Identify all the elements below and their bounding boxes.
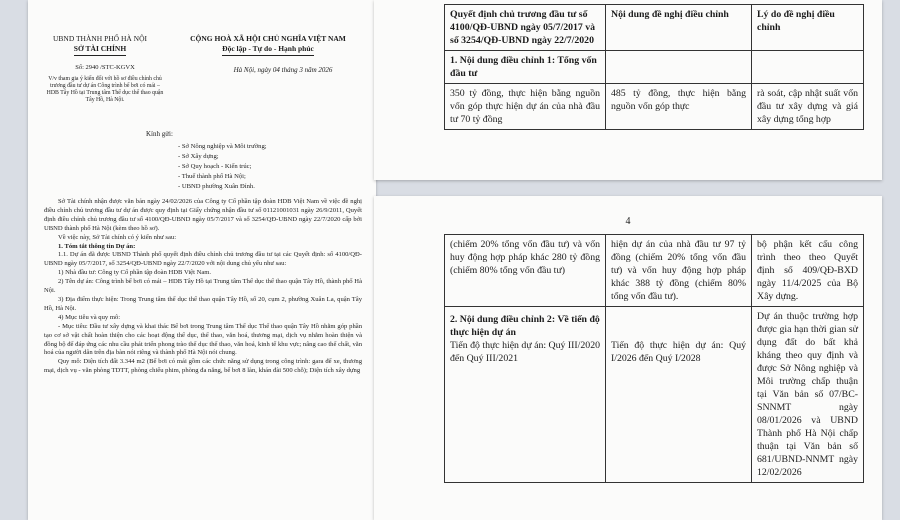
paragraph: 3) Địa điểm thực hiện: Trong Trung tâm thể dục thể thao quận Tây Hồ, số 20, cụm 2, phường Xuân La, quận Tây Hồ, Hà Nội. [44,295,362,312]
nation-header [168,34,368,56]
paragraph: 4) Mục tiêu và quy mô: [58,313,121,321]
cell-text: Tiến độ thực hiện dự án: Quý III/2020 đến Quý III/2021 [450,340,600,364]
cell-text: Tiến độ thực hiện dự án: Quý I/2026 đến Quý I/2028 [611,340,746,364]
document-body [44,198,362,376]
recipient-item: - UBND phường Xuân Đỉnh. [178,183,255,190]
table-cell: bộ phận kết cấu công trình theo theo Quyết định số 409/QĐ-BXD ngày 11/4/2025 của Bộ Xây dựng. [752,235,864,307]
table-row [445,84,864,130]
nation-motto: Độc lập - Tự do - Hạnh phúc [168,44,368,56]
recipients-label: Kính gửi: [146,130,173,138]
recipient-list [178,142,267,192]
nation-title: CỘNG HOÀ XÃ HỘI CHỦ NGHĨA VIỆT NAM [190,34,346,43]
table-row [445,51,864,84]
table-cell: 485 tỷ đồng, thực hiện bằng nguồn vốn góp thực [606,84,752,130]
paragraph: Sở Tài chính nhận được văn bản ngày 24/02/2026 của Công ty Cổ phần tập đoàn HDB Việt Nam về việc đề nghị điều chỉnh chủ trương đầu tư dự án được quy định tại Giấy chứng nhận đầu tư số 01121001031 ngày 26/9/2011, Quyết định điều chỉnh chủ trương đầu tư số 4100/QĐ-UBND ngày 05/7/2017 và số 3254/QĐ-UBND ngày 22/7/2020 cấp bởi UBND thành phố Hà Nội (kèm theo hồ sơ). [44,198,362,232]
table-cell [606,51,752,84]
document-number: Số: 2940 /STC-KGVX [75,64,135,71]
table-cell [445,307,606,483]
paragraph: Quy mô: Diện tích đất 3.344 m2 (Bể bơi có mái gồm các chức năng sử dụng trong công trình: gara để xe, thương mại, dịch vụ - văn phòng TDTT, phòng chiếu phim, phòng đa năng, bể bơi 8 làn, khán đài 500 chỗ); Diện tích xây dựng [44,358,362,375]
table-cell: rà soát, cập nhật suất vốn đầu tư xây dựng và giá xây dựng tổng hợp [752,84,864,130]
table-cell: (chiếm 20% tổng vốn đầu tư) và vốn huy động hợp pháp khác 280 tỷ đồng (chiếm 80% tổng vốn đầu tư) [445,235,606,307]
page-number: 4 [625,216,631,227]
recipient-item: - Sở Quy hoạch - Kiến trúc; [178,163,252,170]
table-header-cell: Lý do đề nghị điều chỉnh [752,5,864,51]
section-cell: 1. Nội dung điều chỉnh 1: Tổng vốn đầu tư [445,51,606,84]
document-page-left [28,0,376,520]
table-cell: Dự án thuộc trường hợp được gia hạn thời gian sử dụng đất do bất khả kháng theo quy định và được Sở Nông nghiệp và Môi trường chấp thuận tại Văn bản số 07/BC-SNNMT ngày 08/01/2026 và UBND Thành phố Hà Nội chấp thuận tại Văn bản số 681/UBND-NNMT ngày 12/02/2026 [752,307,864,483]
issuer-org: UBND THÀNH PHỐ HÀ NỘI [52,34,148,43]
paragraph: 2) Tên dự án: Công trình bể bơi có mái – HDB Tây Hồ tại Trung tâm Thể dục thể thao quận Tây Hồ, thành phố Hà Nội. [44,278,362,295]
document-page-right-bottom [374,196,882,520]
table-cell [752,51,864,84]
table-header-row [445,5,864,51]
recipient-item: - Thuế thành phố Hà Nội; [178,173,246,180]
recipient-item: - Sở Xây dựng; [178,153,219,160]
paragraph: 1) Nhà đầu tư: Công ty Cổ phần tập đoàn HDB Việt Nam. [58,269,212,277]
paragraph: - Mục tiêu: Đầu tư xây dựng và khai thác Bể bơi trong Trung tâm Thể dục Thể thao quận Tây Hồ nhằm góp phần tạo cơ sở vật chất hoàn thiện cho các hoạt động thể dục, thể thao, văn hoá, thương mại, dịch vụ nhằm hoàn thiện và đồng bộ để đáp ứng các nhu cầu phát triển phong trào thể dục thể thao, văn hoá, kinh tế khu vực; nâng cao thể chất, văn hoá của người dân trên địa bàn nói riêng và thành phố Hà Nội nói chung. [44,322,362,357]
table-cell [606,307,752,483]
paragraph: Về việc này, Sở Tài chính có ý kiến như sau: [58,233,177,241]
document-subject: V/v tham gia ý kiến đối với hồ sơ điều chỉnh chủ trương đầu tư dự án Công trình bể bơi có mái – HDB Tây Hồ tại Trung tâm Thể dục thể thao quận Tây Hồ, Hà Nội. [46,76,164,103]
adjustment-table [444,4,864,130]
adjustment-table-continued [444,234,864,483]
section-heading: 1. Tóm tắt thông tin Dự án: [58,242,136,250]
recipient-item: - Sở Nông nghiệp và Môi trường; [178,143,267,150]
section-cell: 2. Nội dung điều chỉnh 2: Về tiến độ thực hiện dự án [450,314,600,338]
table-cell: hiện dự án của nhà đầu tư 97 tỷ đồng (chiếm 20% tổng vốn đầu tư) và vốn huy động hợp pháp khác 388 tỷ đồng (chiếm 80% tổng vốn đầu tư). [606,235,752,307]
issuer-header [36,34,164,56]
paragraph: 1.1. Dự án đã được UBND Thành phố quyết định điều chỉnh chủ trương đầu tư tại các Quyết định: số 4100/QĐ-UBND ngày 05/7/2017, số 3254/QĐ-UBND ngày 22/7/2020 với nội dung chủ yếu như sau: [44,251,362,268]
table-cell: 350 tỷ đồng, thực hiện bằng nguồn vốn góp thực hiện dự án của nhà đầu tư 70 tỷ đồng [445,84,606,130]
table-row [445,307,864,483]
table-header-cell: Nội dung đề nghị điều chỉnh [606,5,752,51]
document-date: Hà Nội, ngày 04 tháng 3 năm 2026 [233,66,333,74]
table-header-cell: Quyết định chủ trương đầu tư số 4100/QĐ-UBND ngày 05/7/2017 và số 3254/QĐ-UBND ngày 22/7/2020 [445,5,606,51]
issuer-dept: SỞ TÀI CHÍNH [36,44,164,56]
table-row [445,235,864,307]
document-page-right-top [374,0,882,180]
